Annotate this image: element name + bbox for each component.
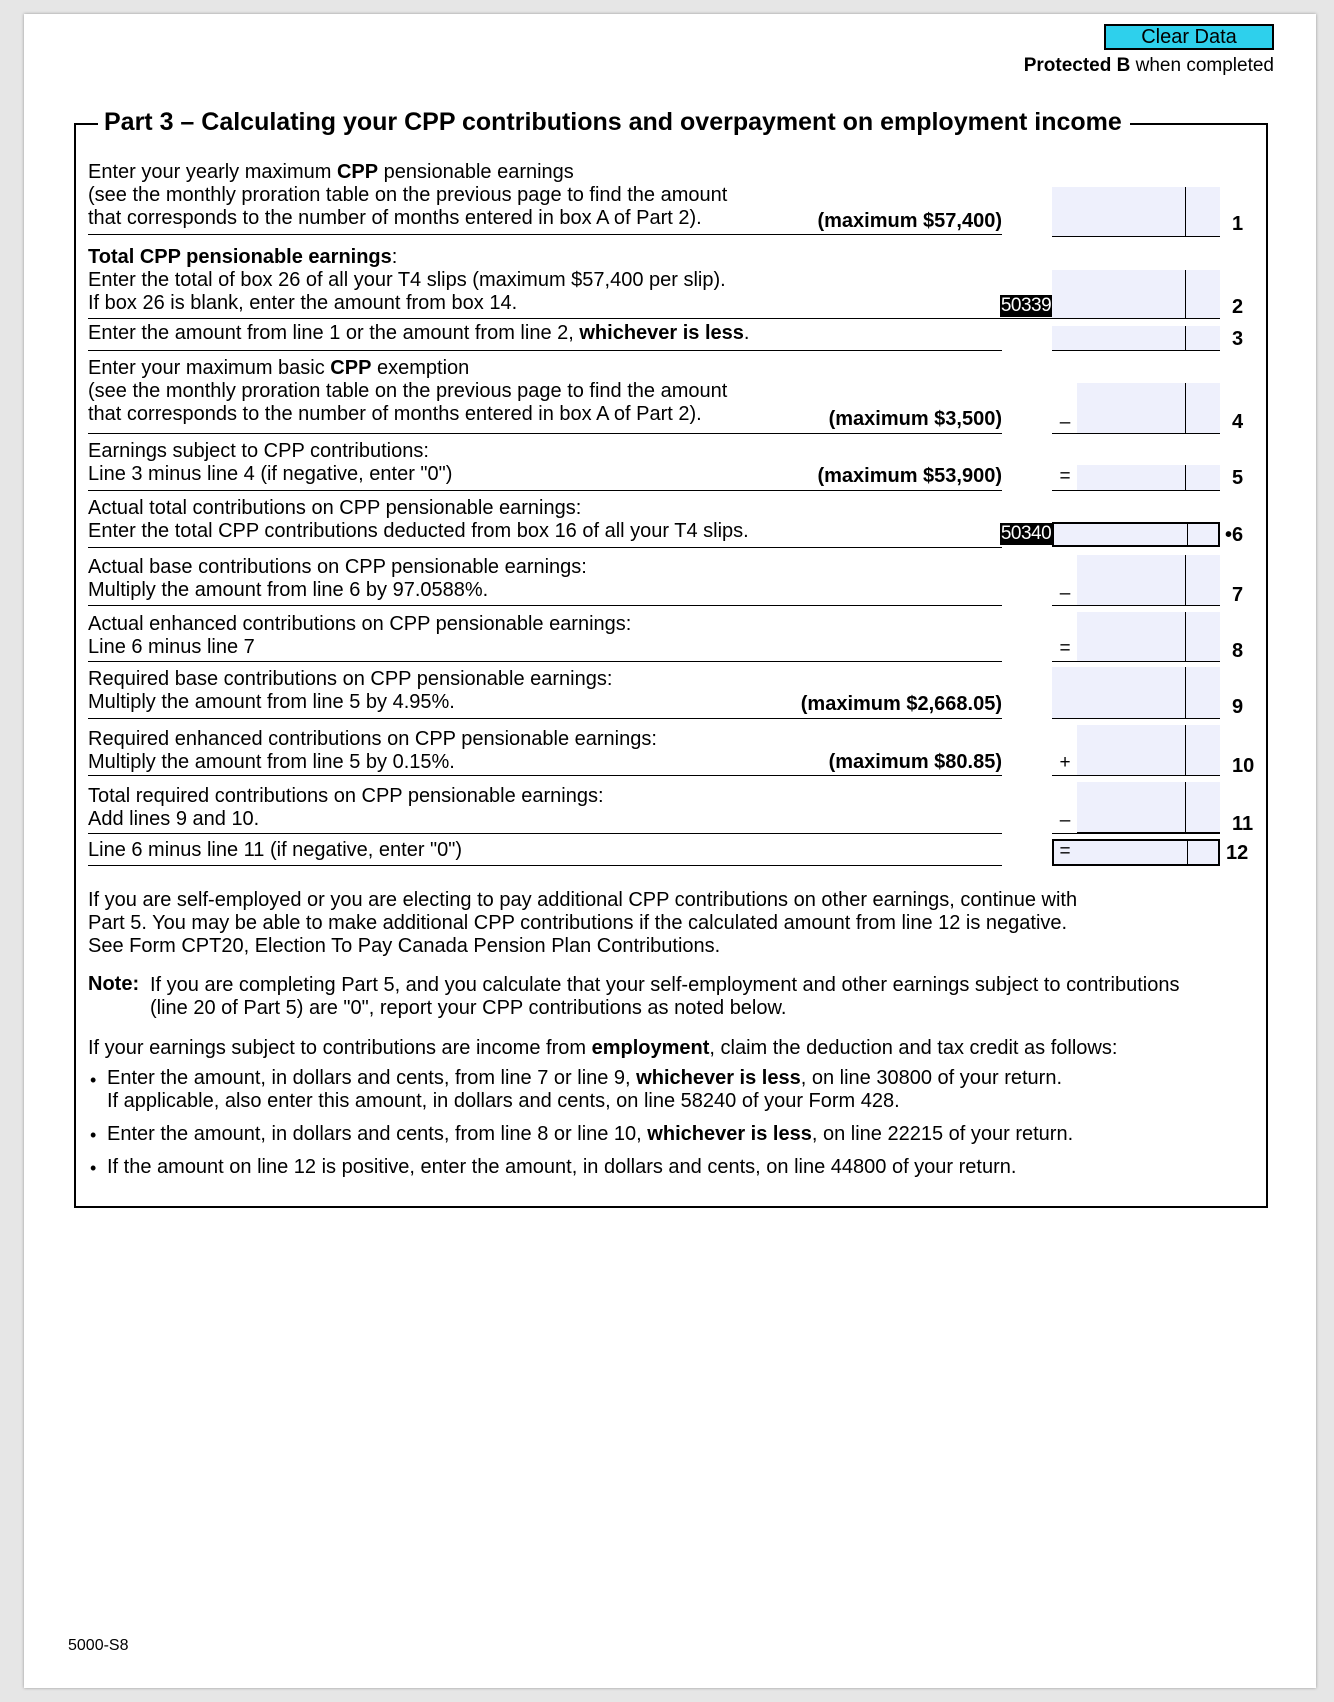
line-1-amount-field[interactable] (1052, 187, 1220, 237)
line-3-description: Enter the amount from line 1 or the amount from line 2, whichever is less. (88, 322, 750, 344)
line-11-amount-field[interactable] (1077, 782, 1220, 833)
line-5-number: 5 (1232, 467, 1244, 489)
line-7-operator: – (1059, 583, 1071, 604)
line-12-number: 12 (1226, 842, 1249, 864)
line-6-description: Actual total contributions on CPP pensionable earnings: Enter the total CPP contributions deducted from box 16 of all your T4 slips. (88, 497, 749, 542)
line-7-rule (88, 605, 1002, 606)
line-7-description: Actual base contributions on CPP pensionable earnings: Multiply the amount from line 6 by 97.0588%. (88, 556, 587, 601)
line-8-rule (88, 661, 1002, 662)
clear-data-button[interactable]: Clear Data (1104, 24, 1274, 50)
line-11-description: Total required contributions on CPP pensionable earnings: Add lines 9 and 10. (88, 785, 604, 830)
line-12-amount-field[interactable] (1052, 839, 1220, 866)
line-4-rule (88, 433, 1002, 434)
protected-b-label: Protected B when completed (1023, 55, 1274, 76)
line-2-code: 50339 (1000, 295, 1052, 316)
line-1-rule (88, 234, 1002, 235)
claim-intro: If your earnings subject to contributions are income from employment, claim the deduction and tax credit as follows: (88, 1037, 1118, 1059)
line-5-description: Earnings subject to CPP contributions: Line 3 minus line 4 (if negative, enter "0") (88, 440, 453, 485)
self-employed-line: Part 5. You may be able to make additional CPP contributions if the calculated amount from line 12 is negative. (88, 912, 1068, 934)
form-code: 5000-S8 (68, 1637, 129, 1654)
line-10-amount-field[interactable] (1077, 725, 1220, 776)
line-10-field-rule (1052, 775, 1220, 776)
line-8-amount-field[interactable] (1077, 612, 1220, 662)
line-4-field-rule (1052, 433, 1220, 434)
line-9-amount-field[interactable] (1052, 667, 1220, 719)
line-6-code: 50340 (1000, 523, 1052, 544)
line-3-rule (88, 350, 1002, 351)
line-1-number: 1 (1232, 213, 1244, 235)
note-label: Note: (88, 973, 140, 995)
line-11-rule (88, 833, 1002, 834)
self-employed-paragraph (88, 889, 1077, 958)
note-line: (line 20 of Part 5) are "0", report your CPP contributions as noted below. (150, 997, 787, 1019)
line-10-number: 10 (1232, 755, 1255, 777)
bullet-item: If the amount on line 12 is positive, enter the amount, in dollars and cents, on line 44800 of your return. (107, 1156, 1017, 1178)
line-9-description: Required base contributions on CPP pensionable earnings: Multiply the amount from line 5 by 4.95%. (88, 668, 613, 713)
self-employed-line: If you are self-employed or you are electing to pay additional CPP contributions on other earnings, continue with (88, 889, 1078, 911)
line-8-number: 8 (1232, 640, 1244, 662)
line-11-field-rule (1052, 833, 1220, 834)
line-6-rule (88, 547, 1002, 548)
line-5-operator: = (1059, 466, 1071, 487)
line-6-amount-field[interactable] (1052, 522, 1220, 547)
line-6-number: •6 (1225, 524, 1244, 546)
bullet-item: Enter the amount, in dollars and cents, from line 7 or line 9, whichever is less, on line 30800 of your return. If applicable, also enter this amount, in dollars and cents, on line 58240 of your Form 428. (107, 1067, 1062, 1112)
line-10-maximum: (maximum $80.85) (828, 751, 1002, 773)
line-9-maximum: (maximum $2,668.05) (800, 693, 1002, 715)
line-8-operator: = (1059, 638, 1071, 659)
line-2-amount-field[interactable] (1052, 270, 1220, 319)
line-1-description: Enter your yearly maximum CPP pensionable earnings (see the monthly proration table on the previous page to find the amount that corresponds to the number of months entered in box A of Part 2). (88, 161, 728, 229)
line-4-maximum: (maximum $3,500) (828, 408, 1002, 430)
line-2-number: 2 (1232, 296, 1244, 318)
line-10-operator: + (1059, 752, 1071, 773)
bullet-dot: • (90, 1070, 97, 1090)
line-7-number: 7 (1232, 584, 1244, 606)
note-line: If you are completing Part 5, and you calculate that your self-employment and other earnings subject to contributions (150, 974, 1180, 996)
line-2-rule (88, 318, 1052, 319)
line-8-description: Actual enhanced contributions on CPP pensionable earnings: Line 6 minus line 7 (88, 613, 632, 658)
bullet-dot: • (90, 1158, 97, 1178)
line-12-description: Line 6 minus line 11 (if negative, enter "0") (88, 839, 463, 861)
line-4-description: Enter your maximum basic CPP exemption (see the monthly proration table on the previous page to find the amount that corresponds to the number of months entered in box A of Part 2). (88, 357, 728, 425)
line-3-number: 3 (1232, 328, 1244, 350)
line-5-maximum: (maximum $53,900) (817, 465, 1002, 487)
line-5-field-rule (1052, 490, 1220, 491)
note-text (150, 974, 1179, 1020)
line-2-description: Total CPP pensionable earnings: Enter the total of box 26 of all your T4 slips (maximum $57,400 per slip). If box 26 is blank, enter the amount from box 14. (88, 246, 726, 314)
line-4-number: 4 (1232, 411, 1244, 433)
line-11-number: 11 (1232, 813, 1254, 835)
part-3-title: Part 3 – Calculating your CPP contributions and overpayment on employment income (98, 108, 1130, 137)
line-9-rule (88, 718, 1002, 719)
bullet-item: Enter the amount, in dollars and cents, from line 8 or line 10, whichever is less, on line 22215 of your return. (107, 1123, 1074, 1145)
line-12-operator: = (1059, 841, 1071, 862)
line-5-amount-field[interactable] (1077, 465, 1220, 491)
bullet-dot: • (90, 1125, 97, 1145)
line-3-amount-field[interactable] (1052, 326, 1220, 351)
line-4-amount-field[interactable] (1077, 383, 1220, 434)
line-4-operator: – (1059, 412, 1071, 433)
line-7-amount-field[interactable] (1077, 555, 1220, 606)
line-7-field-rule (1052, 605, 1220, 606)
line-1-maximum: (maximum $57,400) (817, 210, 1002, 232)
line-5-rule (88, 490, 1002, 491)
line-10-rule (88, 775, 1002, 776)
line-10-description: Required enhanced contributions on CPP pensionable earnings: Multiply the amount from line 5 by 0.15%. (88, 728, 657, 773)
line-11-operator: – (1059, 810, 1071, 831)
line-12-rule (88, 865, 1002, 866)
line-9-number: 9 (1232, 696, 1244, 718)
self-employed-line: See Form CPT20, Election To Pay Canada Pension Plan Contributions. (88, 935, 721, 957)
line-8-field-rule (1052, 661, 1220, 662)
